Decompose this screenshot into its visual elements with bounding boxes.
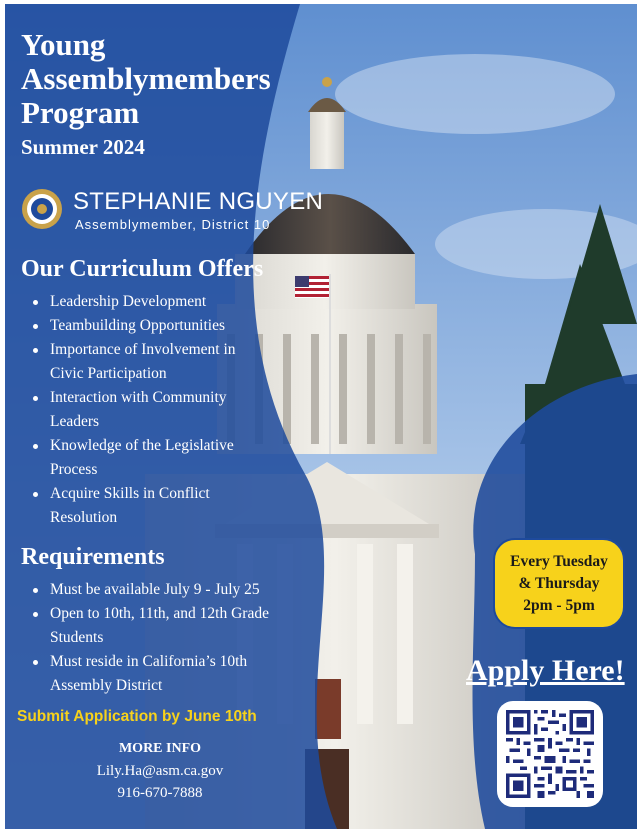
requirements-heading: Requirements [21,544,165,570]
list-item-text: Process [50,461,98,478]
list-item-text: Must reside in California’s 10th [50,653,248,670]
qr-code-card[interactable] [497,701,603,807]
list-item [25,482,236,530]
assembly-seal-icon [21,188,63,230]
list-item [25,434,236,482]
list-item-text: Civic Participation [50,365,167,382]
more-info-label: MORE INFO [118,741,202,756]
sponsor-role: Assemblymember, District 10 [75,217,271,232]
contact-phone[interactable]: 916-670-7888 [117,785,203,801]
flyer [5,4,637,829]
list-item-text: Knowledge of the Legislative [50,437,234,454]
curriculum-list [25,290,236,530]
list-item-text: Leadership Development [50,293,207,310]
list-item [25,314,236,338]
title-line: Young [21,27,106,62]
curriculum-heading: Our Curriculum Offers [21,256,264,282]
list-item-text: Leaders [50,413,100,430]
application-deadline: Submit Application by June 10th [17,708,257,725]
program-subtitle: Summer 2024 [21,135,145,159]
list-item-text: Must be available July 9 - July 25 [50,581,260,598]
list-item-text: Importance of Involvement in [50,341,236,358]
program-title [21,28,271,130]
contact-info [65,738,255,804]
schedule-line: 2pm - 5pm [523,596,595,614]
requirements-list [25,578,269,698]
list-item [25,386,236,434]
apply-here-link[interactable]: Apply Here! [466,654,625,687]
schedule-line: Every Tuesday [510,552,608,570]
list-item-text: Interaction with Community [50,389,227,406]
sponsor-name: STEPHANIE NGUYEN [73,188,324,215]
list-item [25,338,236,386]
title-line: Program [21,95,140,130]
title-line: Assemblymembers [21,61,271,96]
list-item-text: Open to 10th, 11th, and 12th Grade [50,605,269,622]
list-item-text: Students [50,629,104,646]
list-item [25,578,269,602]
list-item [25,650,269,698]
american-flag-icon [295,276,329,298]
schedule-badge [493,538,625,629]
list-item-text: Assembly District [50,677,163,694]
list-item-text: Resolution [50,509,118,526]
contact-email[interactable]: Lily.Ha@asm.ca.gov [96,763,224,779]
list-item [25,602,269,650]
qr-code-icon[interactable] [506,710,594,798]
schedule-line: & Thursday [518,574,600,592]
list-item-text: Acquire Skills in Conflict [50,485,210,502]
list-item [25,290,236,314]
list-item-text: Teambuilding Opportunities [50,317,225,334]
